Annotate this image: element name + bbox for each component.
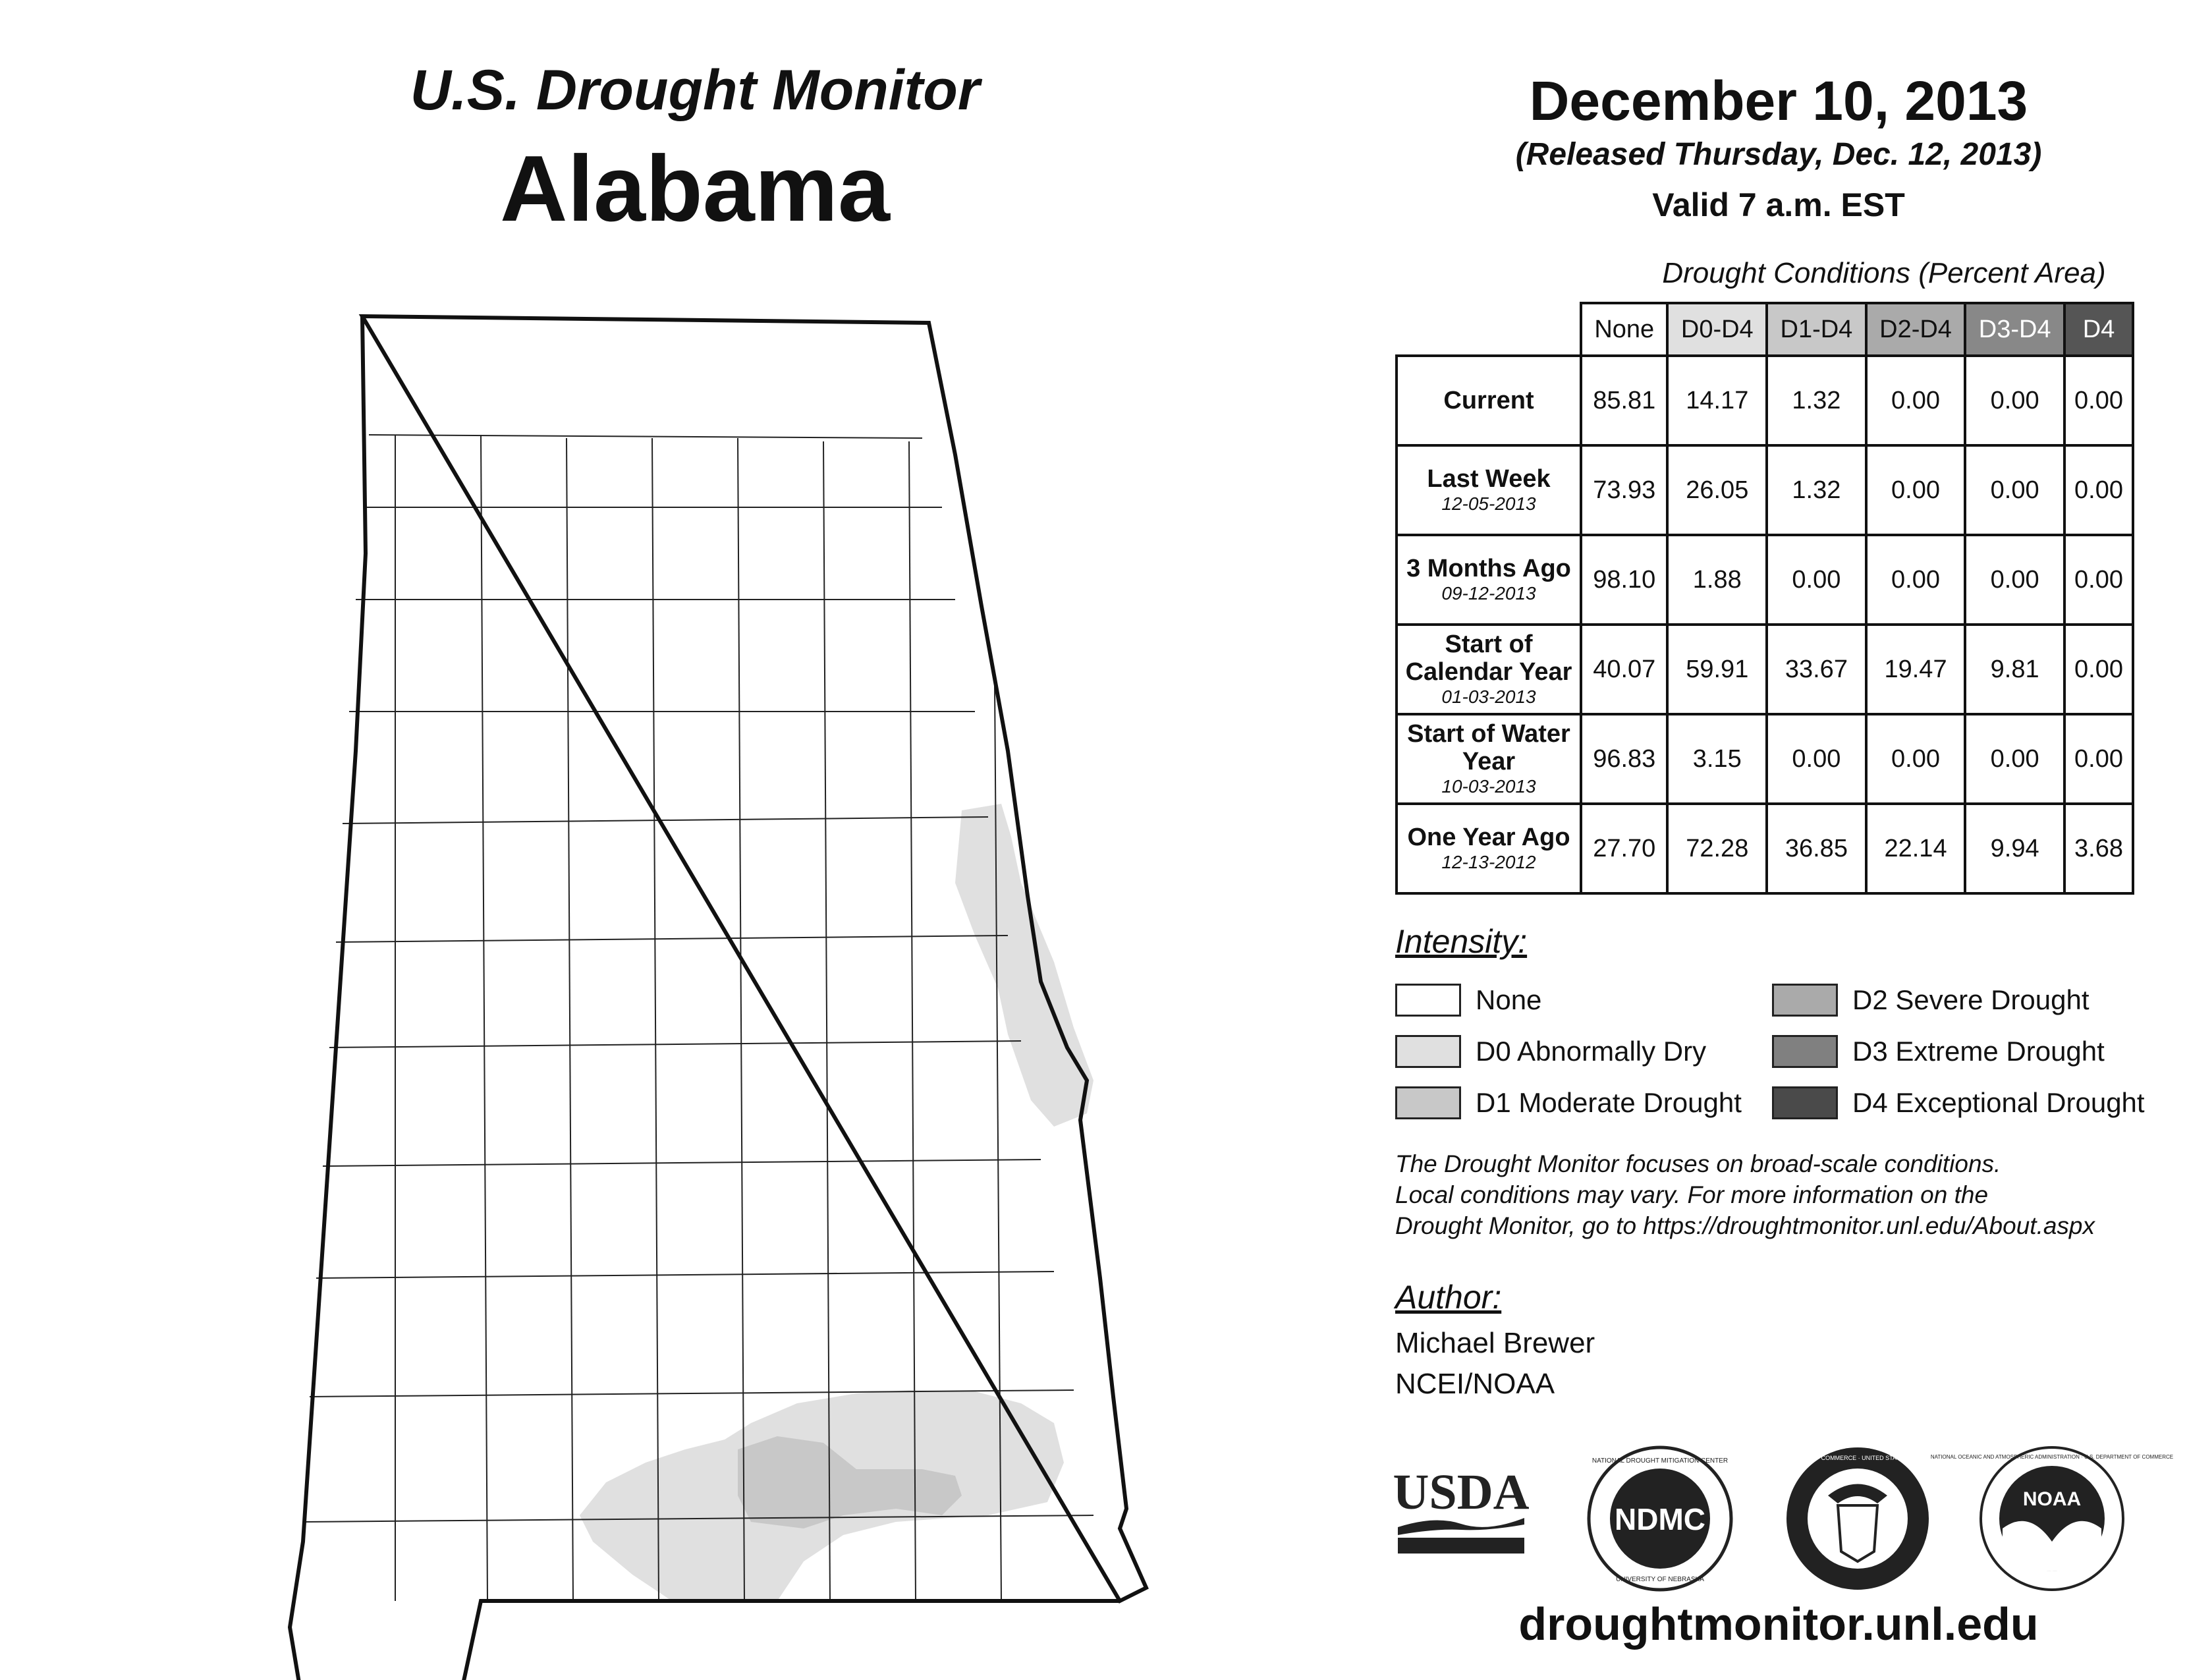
map-date: December 10, 2013 [1529, 70, 2028, 132]
legend-item-d4 [1772, 1084, 2145, 1121]
legend-swatch [1772, 1086, 1838, 1119]
legend-label: None [1476, 984, 1542, 1015]
table-cell: 0.00 [1866, 714, 1966, 804]
legend-label: D4 Exceptional Drought [1852, 1087, 2145, 1118]
legend-label: D0 Abnormally Dry [1476, 1036, 1707, 1067]
d0-area-east [955, 804, 1094, 1127]
column-header: None [1581, 303, 1667, 356]
table-cell: 0.00 [1767, 714, 1866, 804]
table-cell: 14.17 [1667, 356, 1767, 445]
table-cell: 0.00 [2064, 714, 2133, 804]
note-line: Local conditions may vary. For more information on the [1395, 1181, 1989, 1208]
note-line: Drought Monitor, go to https://droughtmonitor.unl.edu/About.aspx [1395, 1212, 2095, 1239]
row-label [1397, 535, 1581, 625]
table-cell: 22.14 [1866, 804, 1966, 893]
table-cell: 19.47 [1866, 625, 1966, 714]
legend-swatch [1772, 984, 1838, 1017]
doc-ring-text: DEPARTMENT OF COMMERCE · UNITED STATES OF AMERICA [1769, 1455, 1946, 1461]
row-label-text: 3 Months Ago [1406, 555, 1571, 582]
row-label-text: One Year Ago [1407, 824, 1570, 851]
table-cell: 85.81 [1581, 356, 1667, 445]
table-row [1397, 535, 2133, 625]
row-label-text: Start of Water Year [1407, 720, 1570, 775]
author-org: NCEI/NOAA [1395, 1368, 1555, 1400]
legend-swatch [1395, 1035, 1461, 1068]
drought-conditions-table [1395, 302, 2134, 895]
table-cell: 0.00 [1866, 356, 1966, 445]
table-cell: 3.15 [1667, 714, 1767, 804]
row-label [1397, 356, 1581, 445]
table-cell: 0.00 [1965, 445, 2064, 535]
ndmc-ring-bottom: UNIVERSITY OF NEBRASKA [1616, 1576, 1704, 1583]
row-date: 10-03-2013 [1441, 776, 1536, 797]
table-cell: 0.00 [2064, 356, 2133, 445]
row-label-text: Start of Calendar Year [1405, 630, 1572, 686]
row-label-text: Current [1443, 387, 1534, 414]
column-header: D1-D4 [1767, 303, 1866, 356]
table-cell: 36.85 [1767, 804, 1866, 893]
legend-label: D3 Extreme Drought [1852, 1036, 2105, 1067]
table-cell: 27.70 [1581, 804, 1667, 893]
legend-item-d0 [1395, 1033, 1706, 1070]
table-cell: 96.83 [1581, 714, 1667, 804]
department-of-commerce-seal [1769, 1443, 1946, 1594]
row-label [1397, 445, 1581, 535]
table-row [1397, 804, 2133, 893]
row-date: 12-13-2012 [1441, 852, 1536, 872]
ndmc-ring-top: NATIONAL DROUGHT MITIGATION CENTER [1592, 1457, 1729, 1465]
table-row [1397, 714, 2133, 804]
table-cell: 0.00 [2064, 535, 2133, 625]
valid-time: Valid 7 a.m. EST [1652, 186, 1905, 223]
usda-text: USDA [1393, 1465, 1530, 1520]
table-cell: 1.88 [1667, 535, 1767, 625]
row-label [1397, 714, 1581, 804]
noaa-ring-text: NATIONAL OCEANIC AND ATMOSPHERIC ADMINISTRATION · U.S. DEPARTMENT OF COMMERCE [1930, 1454, 2174, 1460]
row-label [1397, 625, 1581, 714]
table-cell: 0.00 [1767, 535, 1866, 625]
table-cell: 73.93 [1581, 445, 1667, 535]
table-cell: 0.00 [1866, 535, 1966, 625]
table-header-row [1397, 303, 2133, 356]
website-url: droughtmonitor.unl.edu [1518, 1598, 2039, 1650]
noaa-logo [1930, 1443, 2174, 1594]
table-cell: 40.07 [1581, 625, 1667, 714]
legend-item-d2 [1772, 982, 2090, 1019]
table-cell: 33.67 [1767, 625, 1866, 714]
author-title: Author: [1395, 1279, 1502, 1316]
legend-item-d1 [1395, 1084, 1742, 1121]
table-cell: 9.94 [1965, 804, 2064, 893]
table-cell: 3.68 [2064, 804, 2133, 893]
table-cell: 1.32 [1767, 356, 1866, 445]
table-row [1397, 356, 2133, 445]
ndmc-text: NDMC [1615, 1502, 1705, 1536]
alabama-drought-map [263, 290, 1120, 1601]
table-cell: 0.00 [1866, 445, 1966, 535]
product-title: U.S. Drought Monitor [410, 59, 980, 122]
legend-label: D2 Severe Drought [1852, 984, 2090, 1015]
note-line: The Drought Monitor focuses on broad-scale conditions. [1395, 1150, 2001, 1177]
row-label [1397, 804, 1581, 893]
table-cell: 0.00 [1965, 535, 2064, 625]
table-cell: 72.28 [1667, 804, 1767, 893]
legend-swatch [1772, 1035, 1838, 1068]
column-header: D4 [2064, 303, 2133, 356]
author-name: Michael Brewer [1395, 1327, 1595, 1359]
legend-title: Intensity: [1395, 923, 1528, 960]
state-title: Alabama [500, 136, 890, 241]
table-cell: 0.00 [2064, 625, 2133, 714]
row-date: 12-05-2013 [1441, 493, 1536, 514]
release-date: (Released Thursday, Dec. 12, 2013) [1515, 137, 2042, 172]
ndmc-logo [1584, 1443, 1736, 1594]
table-corner [1397, 303, 1581, 356]
noaa-text: NOAA [2022, 1488, 2082, 1510]
table-cell: 1.32 [1767, 445, 1866, 535]
table-cell: 0.00 [2064, 445, 2133, 535]
column-header: D3-D4 [1965, 303, 2064, 356]
column-header: D0-D4 [1667, 303, 1767, 356]
row-date: 01-03-2013 [1441, 686, 1536, 707]
table-row [1397, 445, 2133, 535]
row-label-text: Last Week [1427, 465, 1551, 493]
table-caption: Drought Conditions (Percent Area) [1662, 257, 2106, 289]
table-row [1397, 625, 2133, 714]
table-cell: 59.91 [1667, 625, 1767, 714]
legend-item-d3 [1772, 1033, 2105, 1070]
table-cell: 0.00 [1965, 714, 2064, 804]
table-cell: 26.05 [1667, 445, 1767, 535]
usda-logo [1393, 1461, 1530, 1560]
legend-item-none [1395, 982, 1541, 1019]
disclaimer-note [1395, 1148, 2173, 1241]
table-cell: 9.81 [1965, 625, 2064, 714]
column-header: D2-D4 [1866, 303, 1966, 356]
legend-label: D1 Moderate Drought [1476, 1087, 1742, 1118]
table-cell: 98.10 [1581, 535, 1667, 625]
table-cell: 0.00 [1965, 356, 2064, 445]
row-date: 09-12-2013 [1441, 583, 1536, 603]
legend-swatch [1395, 984, 1461, 1017]
legend-swatch [1395, 1086, 1461, 1119]
